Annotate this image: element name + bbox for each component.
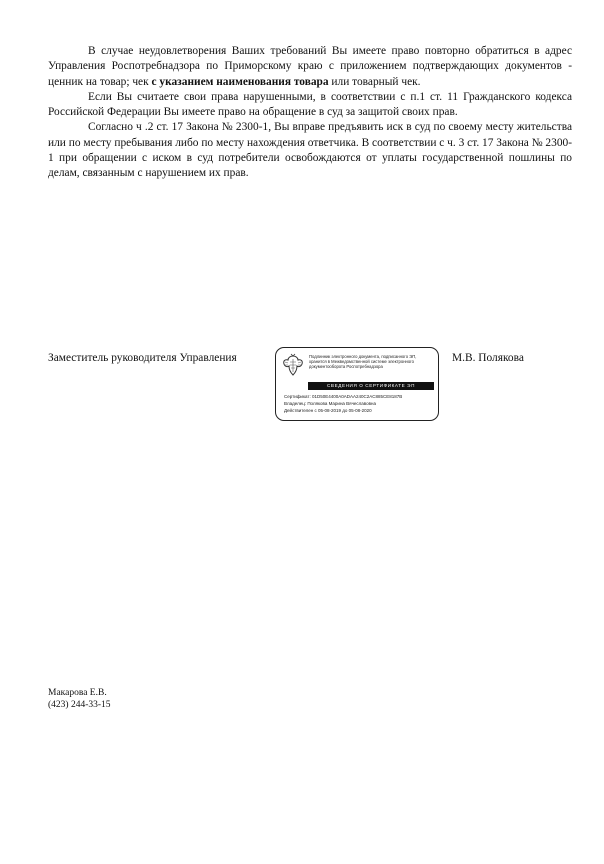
letter-body [48, 44, 572, 182]
paragraph-repeat-complaint [48, 44, 572, 90]
contact-block [48, 687, 111, 711]
certificate-owner: Владелец: Полякова Марина Вячеславовна [284, 401, 377, 406]
paragraph-law-reference: Согласно ч .2 ст. 17 Закона № 2300-1, Вы вправе предъявить иск в суд по своему месту жительства или по месту пребывания либо по месту нахождения ответчика. В соответствии с ч. 3 ст. 17 Закона № 2300-1 при обращении с иском в суд потребители освобождаются от уплаты государственной пошлины по делам, связанным с нарушением их прав. [48, 121, 572, 180]
paragraph-text: В случае неудовлетворения Ваших требований Вы имеете право повторно обратиться в адрес Управления Роспотребнадзора по Приморскому краю с приложением подтверждающих документов - ценник на товар; чек [48, 45, 572, 88]
signer-name: М.В. Полякова [452, 352, 524, 364]
certificate-info-bar: СВЕДЕНИЯ О СЕРТИФИКАТЕ ЭП [308, 382, 434, 390]
certificate-serial: Сертификат: 01D50E4400A0ADAA240C2AC885CE8187B [284, 394, 403, 399]
coat-of-arms-icon [282, 353, 304, 377]
certificate-validity: Действителен с 05-08-2019 до 05-08-2020 [284, 408, 372, 413]
electronic-signature-stamp [275, 347, 439, 421]
paragraph-court-rights: Если Вы считаете свои права нарушенными, в соответствии с п.1 ст. 11 Гражданского кодекса Российской Федерации Вы имеете право на обращение в суд за защитой своих прав. [48, 90, 572, 119]
bold-emphasis: с указанием наименования товара [151, 75, 329, 88]
stamp-header-text: Подлинник электронного документа, подписанного ЭП, хранится в Межведомственной системе электронного документооборота Роспотребнадзора [309, 354, 417, 369]
contact-phone: (423) 244-33-15 [48, 700, 111, 710]
signer-position: Заместитель руководителя Управления [48, 352, 237, 364]
contact-person: Макарова Е.В. [48, 688, 107, 698]
paragraph-text-end: или товарный чек. [328, 75, 421, 88]
